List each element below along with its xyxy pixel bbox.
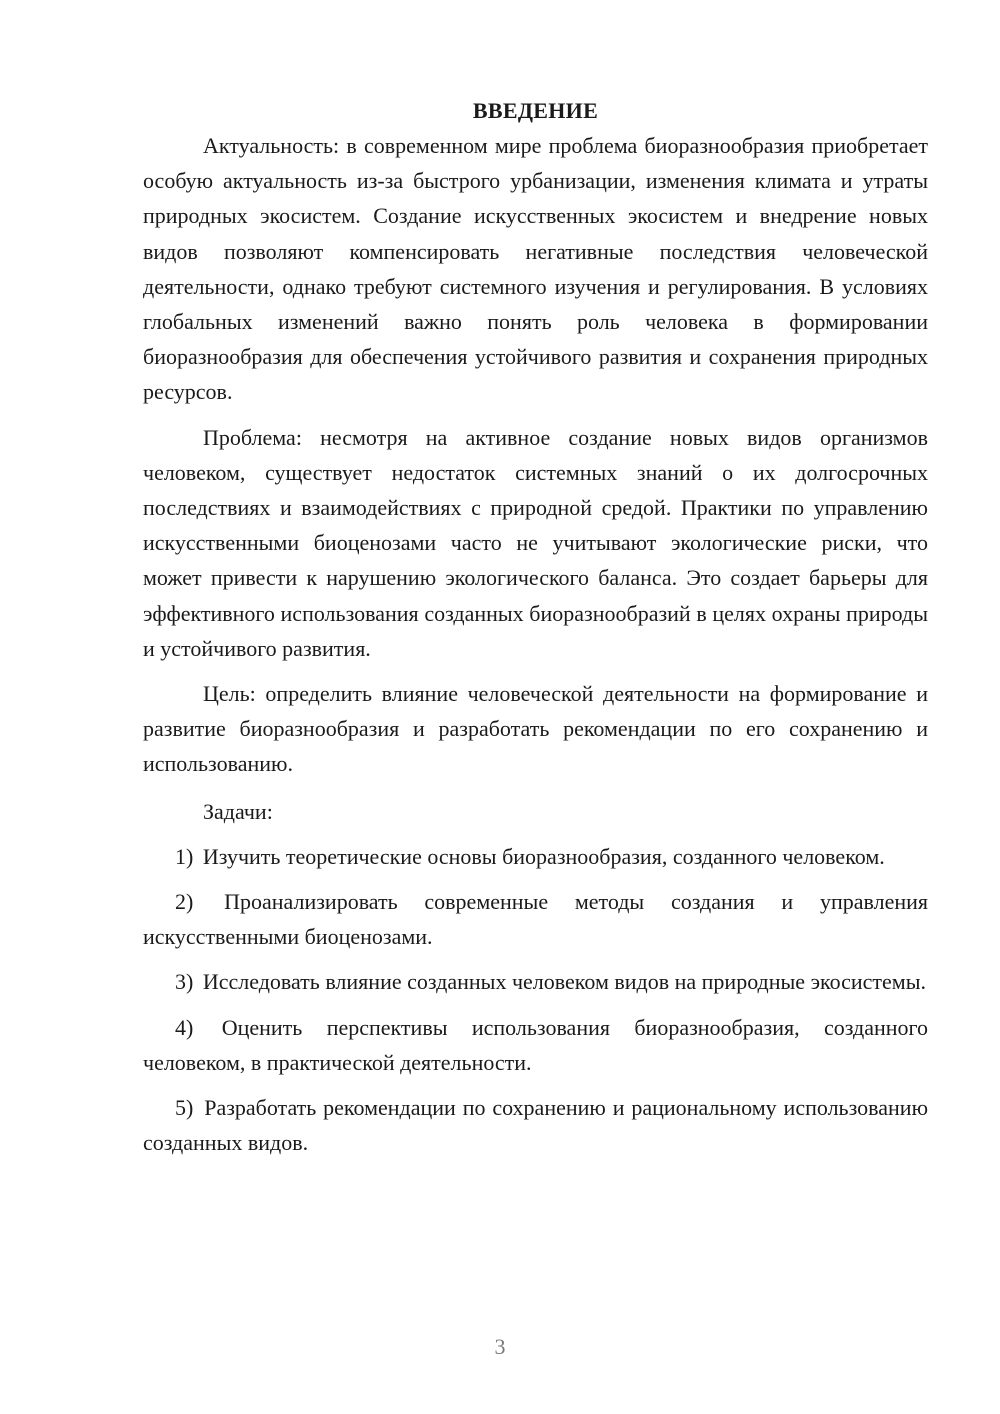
document-page	[143, 94, 928, 1170]
task-text: Проанализировать современные методы создания и управления искусственными биоценозами.	[143, 889, 928, 950]
task-item	[143, 964, 928, 999]
paragraph-problem: Проблема: несмотря на активное создание новых видов организмов человеком, существует недостаток системных знаний о их долгосрочных последствиях и взаимодействиях с природной средой. Практики по управлению искусственными биоценозами часто не учитывают экологические риски, что может привести к нарушению экологического баланса. Это создает барьеры для эффективного использования созданных биоразнообразий в целях охраны природы и устойчивого развития.	[143, 424, 928, 661]
task-number: 5)	[175, 1095, 194, 1121]
paragraph-aim: Цель: определить влияние человеческой деятельности на формирование и развитие биоразнообразия и разработать рекомендации по его сохранению и использованию.	[143, 681, 928, 777]
page-number: 3	[494, 1334, 506, 1359]
task-text: Изучить теоретические основы биоразнообразия, созданного человеком.	[202, 843, 885, 869]
tasks-label: Задачи:	[203, 798, 273, 824]
section-heading: ВВЕДЕНИЕ	[472, 98, 599, 123]
task-item	[143, 884, 928, 954]
task-number: 1)	[175, 843, 194, 869]
task-text: Исследовать влияние созданных человеком видов на природные экосистемы.	[202, 969, 927, 995]
task-text: Разработать рекомендации по сохранению и рациональному использованию созданных видов.	[143, 1095, 928, 1156]
task-item	[143, 839, 928, 874]
task-number: 2)	[175, 889, 194, 915]
task-number: 3)	[175, 969, 194, 995]
task-text: Оценить перспективы использования биоразнообразия, созданного человеком, в практической деятельности.	[143, 1014, 928, 1075]
paragraph-relevance: Актуальность: в современном мире проблема биоразнообразия приобретает особую актуальность из-за быстрого урбанизации, изменения климата и утраты природных экосистем. Создание искусственных экосистем и внедрение новых видов позволяют компенсировать негативные последствия человеческой деятельности, однако требуют системного изучения и регулирования. В условиях глобальных изменений важно понять роль человека в формировании биоразнообразия для обеспечения устойчивого развития и сохранения природных ресурсов.	[143, 133, 928, 405]
task-item	[143, 1090, 928, 1160]
task-number: 4)	[175, 1014, 194, 1040]
task-item	[143, 1010, 928, 1080]
